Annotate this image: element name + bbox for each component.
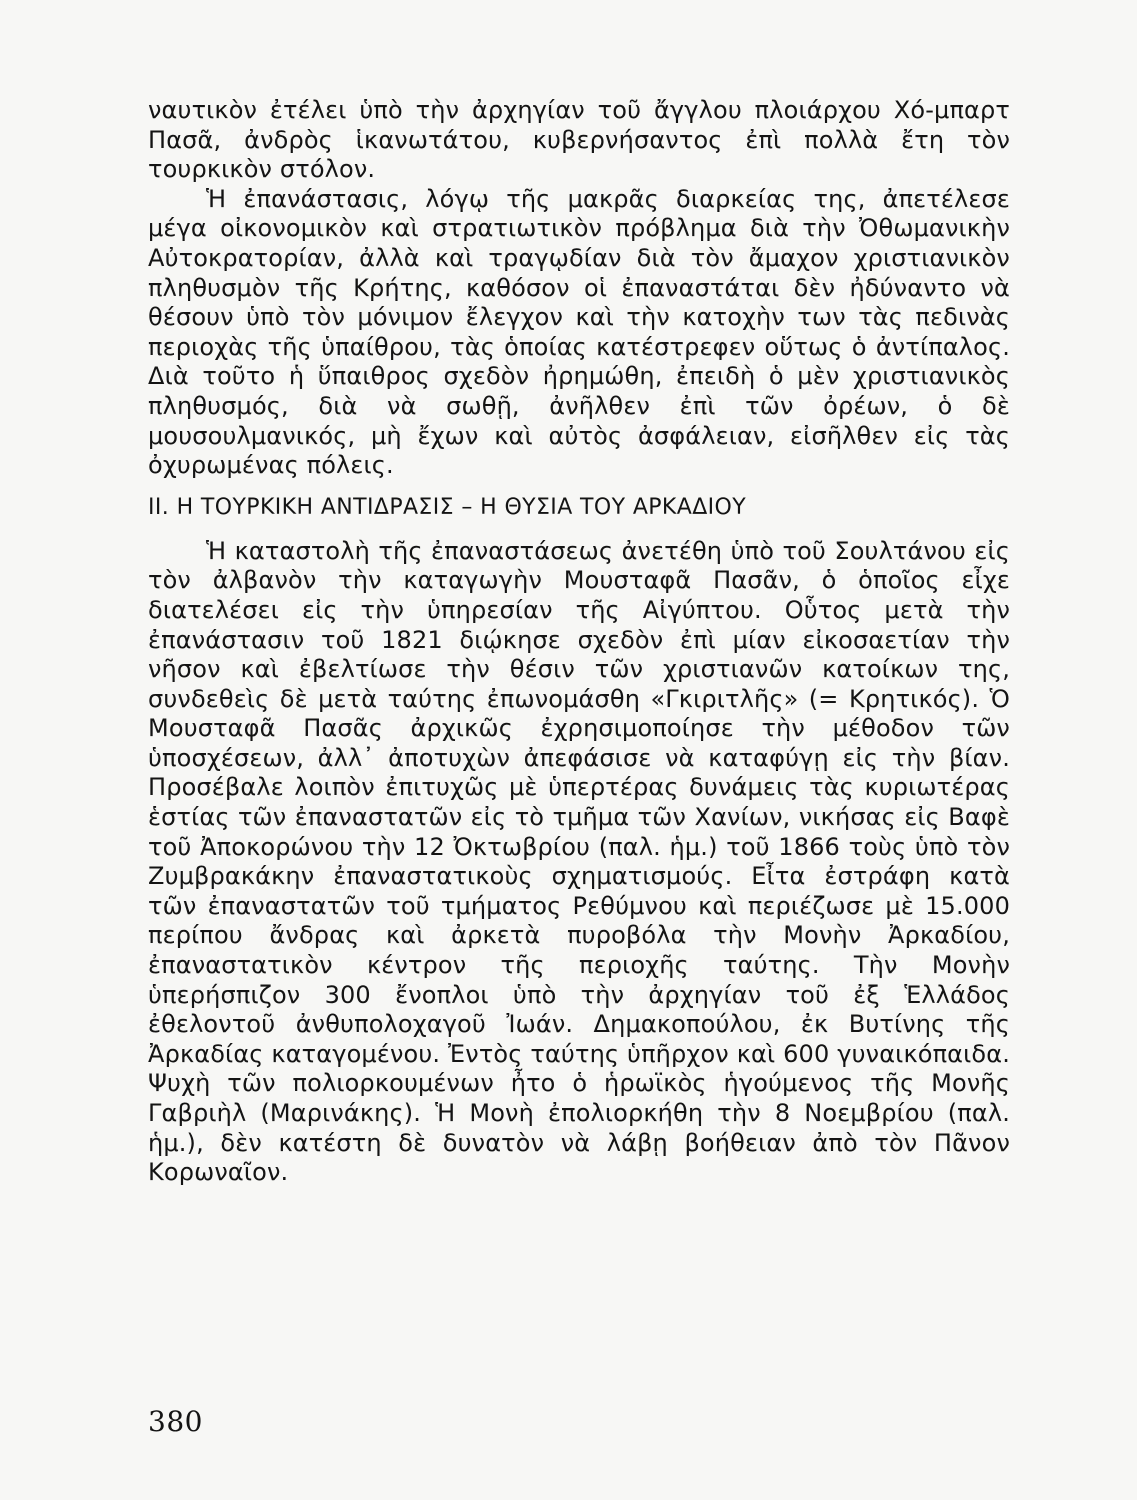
page-body [148,96,1010,1188]
paragraph-revolution-consequences: Ἡ ἐπανάστασις, λόγῳ τῆς μακρᾶς διαρκείας της, ἀπετέλεσε μέγα οἰκονομικὸν καὶ στρατιωτικὸν πρόβλημα διὰ τὴν Ὀθωμανικὴν Αὐτοκρατορίαν, ἀλλὰ καὶ τραγῳδίαν διὰ τὸν ἄμαχον χριστιανικὸν πληθυσμὸν τῆς Κρήτης, καθόσον οἱ ἐπαναστάται δὲν ἠδύναντο νὰ θέσουν ὑπὸ τὸν μόνιμον ἔλεγχον καὶ τὴν κατοχὴν των τὰς πεδινὰς περιοχὰς τῆς ὑπαίθρου, τὰς ὁποίας κατέστρεφεν οὕτως ὁ ἀντίπαλος. Διὰ τοῦτο ἡ ὕπαιθρος σχεδὸν ἠρημώθη, ἐπειδὴ ὁ μὲν χριστιανικὸς πληθυσμός, διὰ νὰ σωθῇ, ἀνῆλθεν ἐπὶ τῶν ὀρέων, ὁ δὲ μουσουλμανικός, μὴ ἔχων καὶ αὐτὸς ἀσφάλειαν, εἰσῆλθεν εἰς τὰς ὀχυρωμένας πόλεις. [148,184,1010,480]
page-number: 380 [148,1405,203,1438]
paragraph-suppression-arkadi: Ἡ καταστολὴ τῆς ἐπαναστάσεως ἀνετέθη ὑπὸ τοῦ Σουλτάνου εἰς τὸν ἀλβανὸν τὴν καταγωγὴν Μουσταφᾶ Πασᾶν, ὁ ὁποῖος εἶχε διατελέσει εἰς τὴν ὑπηρεσίαν τῆς Αἰγύπτου. Οὗτος μετὰ τὴν ἐπανάστασιν τοῦ 1821 διῴκησε σχεδὸν ἐπὶ μίαν εἰκοσαετίαν τὴν νῆσον καὶ ἐβελτίωσε τὴν θέσιν τῶν χριστιανῶν κατοίκων της, συνδεθεὶς δὲ μετὰ ταύτης ἐπωνομάσθη «Γκιριτλῆς» (= Κρητικός). Ὁ Μουσταφᾶ Πασᾶς ἀρχικῶς ἐχρησιμοποίησε τὴν μέθοδον τῶν ὑποσχέσεων, ἀλλ᾽ ἀποτυχὼν ἀπεφάσισε νὰ καταφύγῃ εἰς τὴν βίαν. Προσέβαλε λοιπὸν ἐπιτυχῶς μὲ ὑπερτέρας δυνάμεις τὰς κυριωτέρας ἑστίας τῶν ἐπαναστατῶν εἰς τὸ τμῆμα τῶν Χανίων, νικήσας εἰς Βαφὲ τοῦ Ἀποκορώνου τὴν 12 Ὀκτωβρίου (παλ. ἡμ.) τοῦ 1866 τοὺς ὑπὸ τὸν Ζυμβρακάκην ἐπαναστατικοὺς σχηματισμούς. Εἶτα ἐστράφη κατὰ τῶν ἐπαναστατῶν τοῦ τμήματος Ρεθύμνου καὶ περιέζωσε μὲ 15.000 περίπου ἄνδρας καὶ ἀρκετὰ πυροβόλα τὴν Μονὴν Ἀρκαδίου, ἐπαναστατικὸν κέντρον τῆς περιοχῆς ταύτης. Τὴν Μονὴν ὑπερήσπιζον 300 ἔνοπλοι ὑπὸ τὴν ἀρχηγίαν τοῦ ἐξ Ἑλλάδος ἐθελοντοῦ ἀνθυπολοχαγοῦ Ἰωάν. Δημακοπούλου, ἐκ Βυτίνης τῆς Ἀρκαδίας καταγομένου. Ἐντὸς ταύτης ὑπῆρχον καὶ 600 γυναικόπαιδα. Ψυχὴ τῶν πολιορκουμένων ἦτο ὁ ἡρωϊκὸς ἡγούμενος τῆς Μονῆς Γαβριὴλ (Μαρινάκης). Ἡ Μονὴ ἐπολιορκήθη τὴν 8 Νοεμβρίου (παλ. ἡμ.), δὲν κατέστη δὲ δυνατὸν νὰ λάβῃ βοήθειαν ἀπὸ τὸν Πᾶνον Κορωναῖον. [148,536,1010,1187]
paragraph-naval-command: ναυτικὸν ἐτέλει ὑπὸ τὴν ἀρχηγίαν τοῦ ἄγγλου πλοιάρχου Χό-μπαρτ Πασᾶ, ἀνδρὸς ἱκανωτάτου, κυβερνήσαντος ἐπὶ πολλὰ ἔτη τὸν τουρκικὸν στόλον. [148,96,1010,184]
section-heading: II. Η ΤΟΥΡΚΙΚΗ ΑΝΤΙΔΡΑΣΙΣ – Η ΘΥΣΙΑ ΤΟΥ ΑΡΚΑΔΙΟΥ [148,494,747,520]
